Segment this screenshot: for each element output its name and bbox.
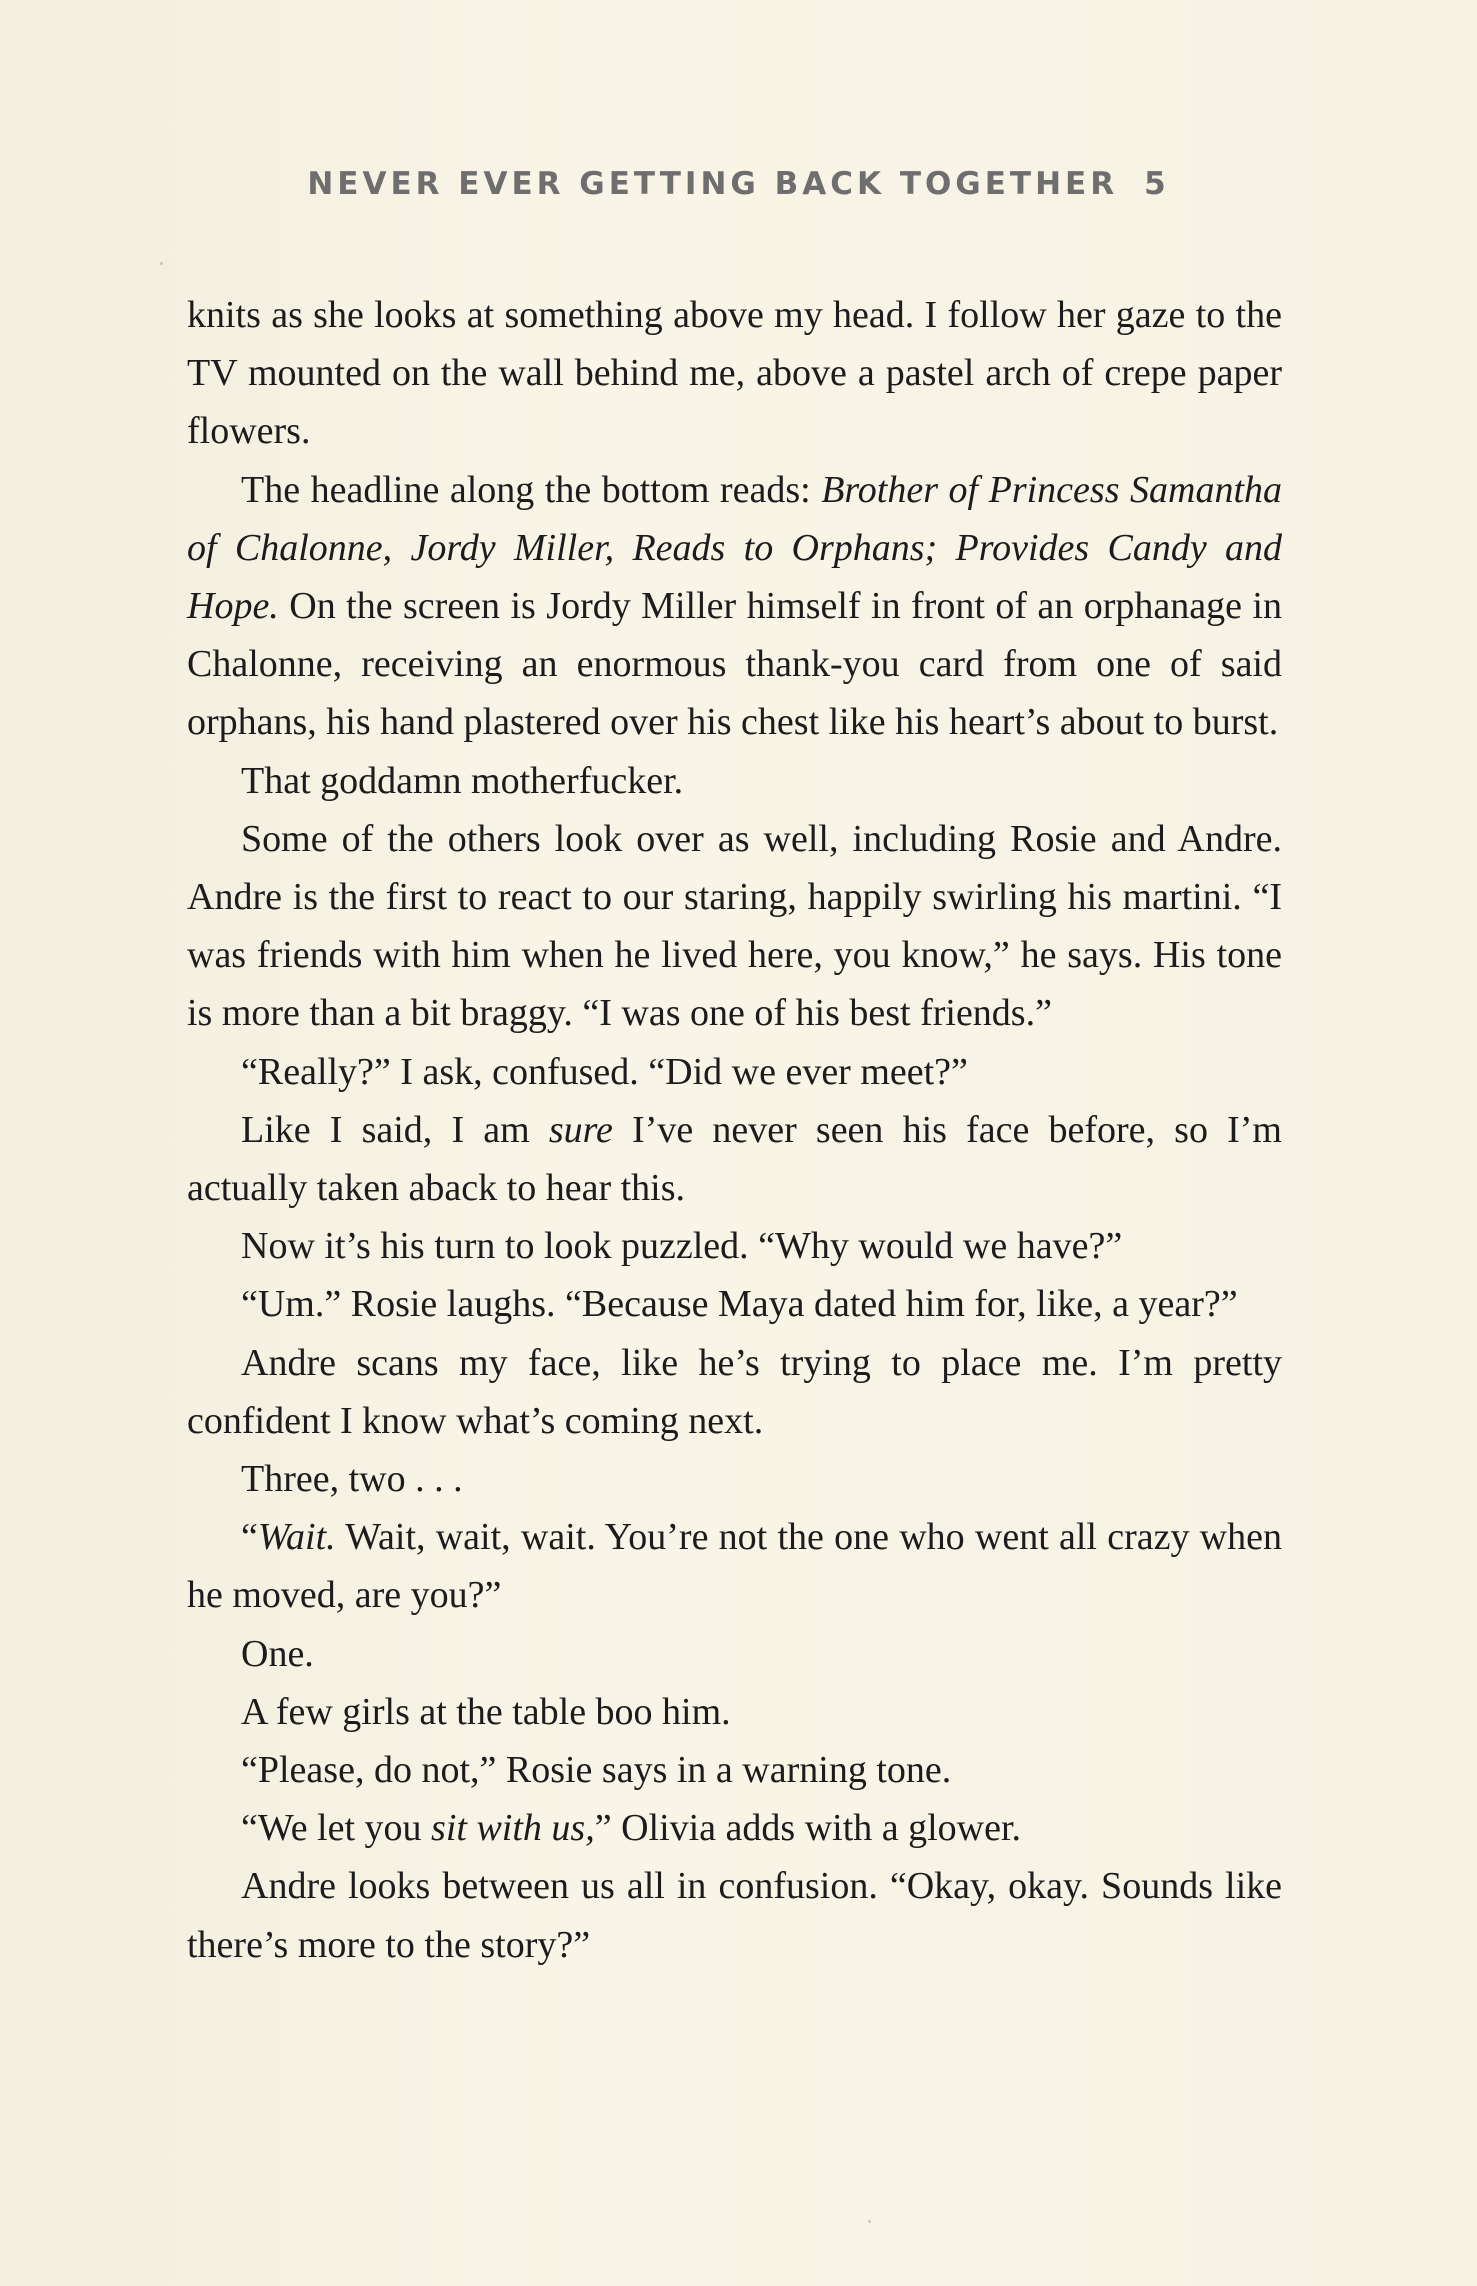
- paragraph-text: A few girls at the table boo him.: [241, 1690, 731, 1733]
- paragraph: [187, 286, 1282, 461]
- paragraph-text: One.: [241, 1632, 314, 1675]
- paragraph: [187, 1683, 1282, 1741]
- paragraph: [187, 752, 1282, 810]
- paragraph-text: Some of the others look over as well, including Rosie and Andre. Andre is the first to react to our staring, happily swirling his martini. “I was friends with him when he lived here, you know,” he says. His tone is more than a bit braggy. “I was one of his best friends.”: [187, 817, 1282, 1035]
- paragraph-text: knits as she looks at something above my head. I follow her gaze to the TV mounted on the wall behind me, above a pastel arch of crepe paper flowers.: [187, 294, 1282, 453]
- paragraph-text: Like I said, I am: [241, 1108, 549, 1151]
- paragraph-text: Andre scans my face, like he’s trying to place me. I’m pretty confident I know what’s coming next.: [187, 1341, 1282, 1442]
- paragraph: [187, 461, 1282, 752]
- paragraph-text: Now it’s his turn to look puzzled. “Why would we have?”: [241, 1225, 1123, 1268]
- paragraph-text: On the screen is Jordy Miller himself in front of an orphanage in Chalonne, receiving an enormous thank-you card from one of said orphans, his hand plastered over his chest like his heart’s about to burst.: [187, 585, 1282, 744]
- paragraph: [187, 1043, 1282, 1101]
- paragraph: [187, 810, 1282, 1043]
- emphasis-italic: sit with us,: [431, 1807, 595, 1850]
- headline-italic: Brother of Princess Samantha of Chalonne, Jordy Miller, Reads to Orphans; Provides Candy and Hope.: [187, 468, 1283, 628]
- paragraph: [187, 1275, 1282, 1333]
- paragraph: [187, 1450, 1282, 1508]
- running-header: [0, 166, 1477, 202]
- paragraph: [187, 1508, 1282, 1624]
- paper-speck: [160, 262, 163, 265]
- paragraph-text: ” Olivia adds with a glower.: [594, 1807, 1022, 1850]
- paragraph: [187, 1334, 1282, 1450]
- paragraph-text: “Um.” Rosie laughs. “Because Maya dated him for, like, a year?”: [241, 1283, 1238, 1326]
- paragraph-text: Andre looks between us all in confusion. “Okay, okay. Sounds like there’s more to the story?”: [187, 1865, 1282, 1966]
- page-number: 5: [1144, 166, 1170, 202]
- paragraph-text: I’ve never seen his face before, so I’m actually taken aback to hear this.: [187, 1108, 1282, 1210]
- paragraph: [187, 1857, 1282, 1973]
- paragraph: [187, 1101, 1282, 1217]
- paragraph-text: “Please, do not,” Rosie says in a warning tone.: [241, 1749, 952, 1792]
- paragraph-text: The headline along the bottom reads:: [241, 468, 822, 511]
- paragraph-text: “Really?” I ask, confused. “Did we ever meet?”: [241, 1050, 968, 1093]
- paragraph-text: “We let you: [241, 1807, 432, 1850]
- paragraph-text: Wait, wait, wait. You’re not the one who went all crazy when he moved, are you?”: [187, 1516, 1282, 1617]
- running-header-title: NEVER EVER GETTING BACK TOGETHER: [307, 166, 1119, 202]
- emphasis-italic: Wait.: [257, 1516, 336, 1559]
- paragraph-text: “: [241, 1516, 258, 1559]
- paper-speck: [868, 2220, 871, 2223]
- paragraph: [187, 1741, 1282, 1799]
- emphasis-italic: sure: [548, 1108, 613, 1151]
- paragraph-text: Three, two . . .: [241, 1458, 463, 1501]
- paragraph-text: That goddamn motherfucker.: [241, 759, 684, 802]
- paragraph: [187, 1217, 1282, 1275]
- paragraph: [187, 1799, 1282, 1857]
- body-text: [187, 286, 1282, 1974]
- paragraph: [187, 1625, 1282, 1683]
